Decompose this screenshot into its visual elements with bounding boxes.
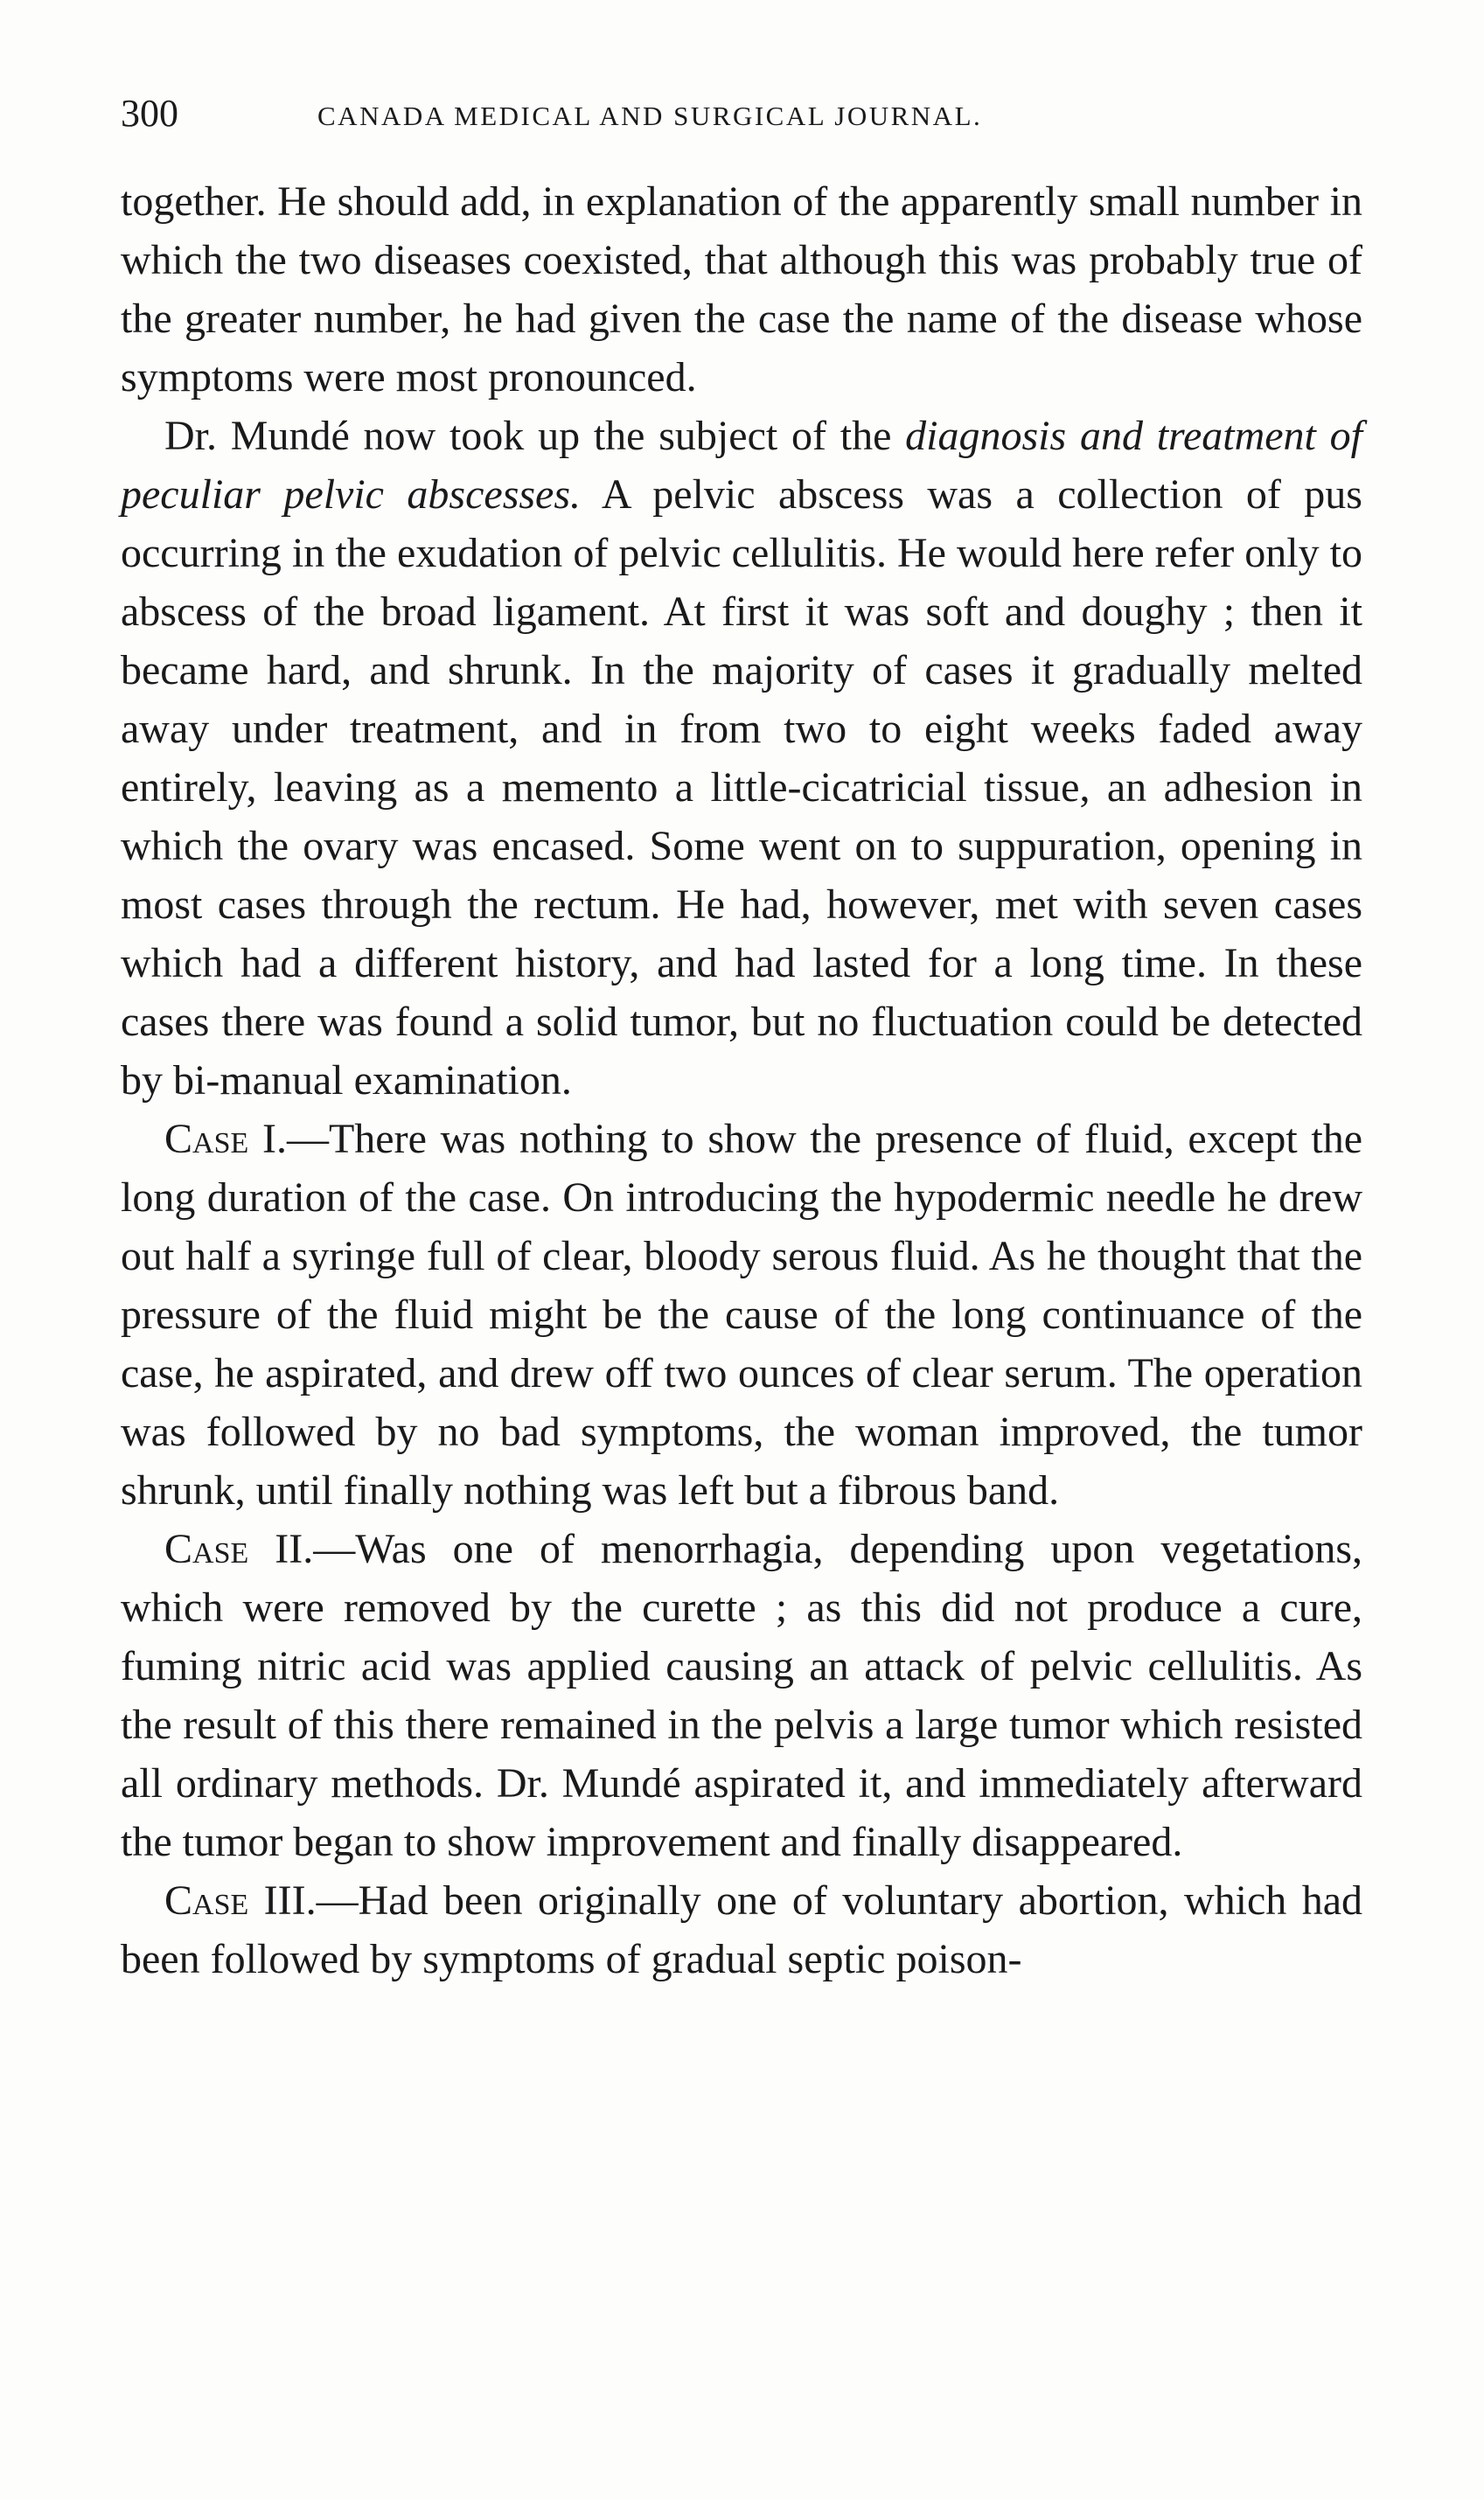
paragraph-text: together. He should add, in explanation of the apparently small number in which the two diseases coexisted, that although this was probably true of the greater number, he had given the case the name of the disease whose symptoms were most pronounced. [121,178,1362,400]
italic-subject: diagnosis and treatment of peculiar pelvic abscesses. [121,413,1362,518]
article-body [121,172,1362,1988]
page-number: 300 [121,92,178,135]
paragraph-munde-intro [121,407,1362,1110]
running-head [121,87,1362,149]
journal-title: CANADA MEDICAL AND SURGICAL JOURNAL. [317,101,983,131]
paragraph-text: —Was one of menorrhagia, depending upon vegetations, which were removed by the curette ; as this did not produce a cure, fuming nitric acid was applied causing an attack of pelvic cellulitis. As the result of this there remained in the pelvis a large tumor which resisted all ordinary methods. Dr. Mundé aspirated it, and immediately afterward the tumor began to show improvement and finally disappeared. [121,1526,1363,1865]
case-label: Case II. [164,1526,314,1572]
paragraph-text: A pelvic abscess was a collection of pus occurring in the exudation of pelvic cellulitis. He would here refer only to abscess of the broad ligament. At first it was soft and doughy ; then it became hard, and shrunk. In the majority of cases it gradually melted away under treatment, and in from two to eight weeks faded away entirely, leaving as a memento a little-cicatricial tissue, an adhesion in which the ovary was encased. Some went on to suppuration, opening in most cases through the rectum. He had, however, met with seven cases which had a different history, and had lasted for a long time. In these cases there was found a solid tumor, but no fluctuation could be detected by bi-manual examination. [121,471,1362,1104]
paragraph-intro-text: Dr. Mundé now took up the subject of the [164,413,906,459]
paragraph-case-2 [121,1520,1362,1871]
paragraph-text: —There was nothing to show the presence of fluid, except the long duration of the case. On introducing the hypodermic needle he drew out half a syringe full of clear, bloody serous fluid. As he thought that the pressure of the fluid might be the cause of the long continuance of the case, he aspirated, and drew off two ounces of clear serum. The operation was followed by no bad symptoms, the woman improved, the tumor shrunk, until finally nothing was left but a fibrous band. [121,1116,1363,1514]
paragraph-case-3 [121,1871,1362,1988]
case-label: Case III. [164,1877,317,1924]
paragraph-text: —Had been originally one of voluntary abortion, which had been followed by symptoms of gradual septic poison- [121,1877,1363,1982]
paragraph-case-1 [121,1110,1362,1520]
paragraph-continuation [121,172,1362,407]
case-label: Case I. [164,1116,287,1162]
